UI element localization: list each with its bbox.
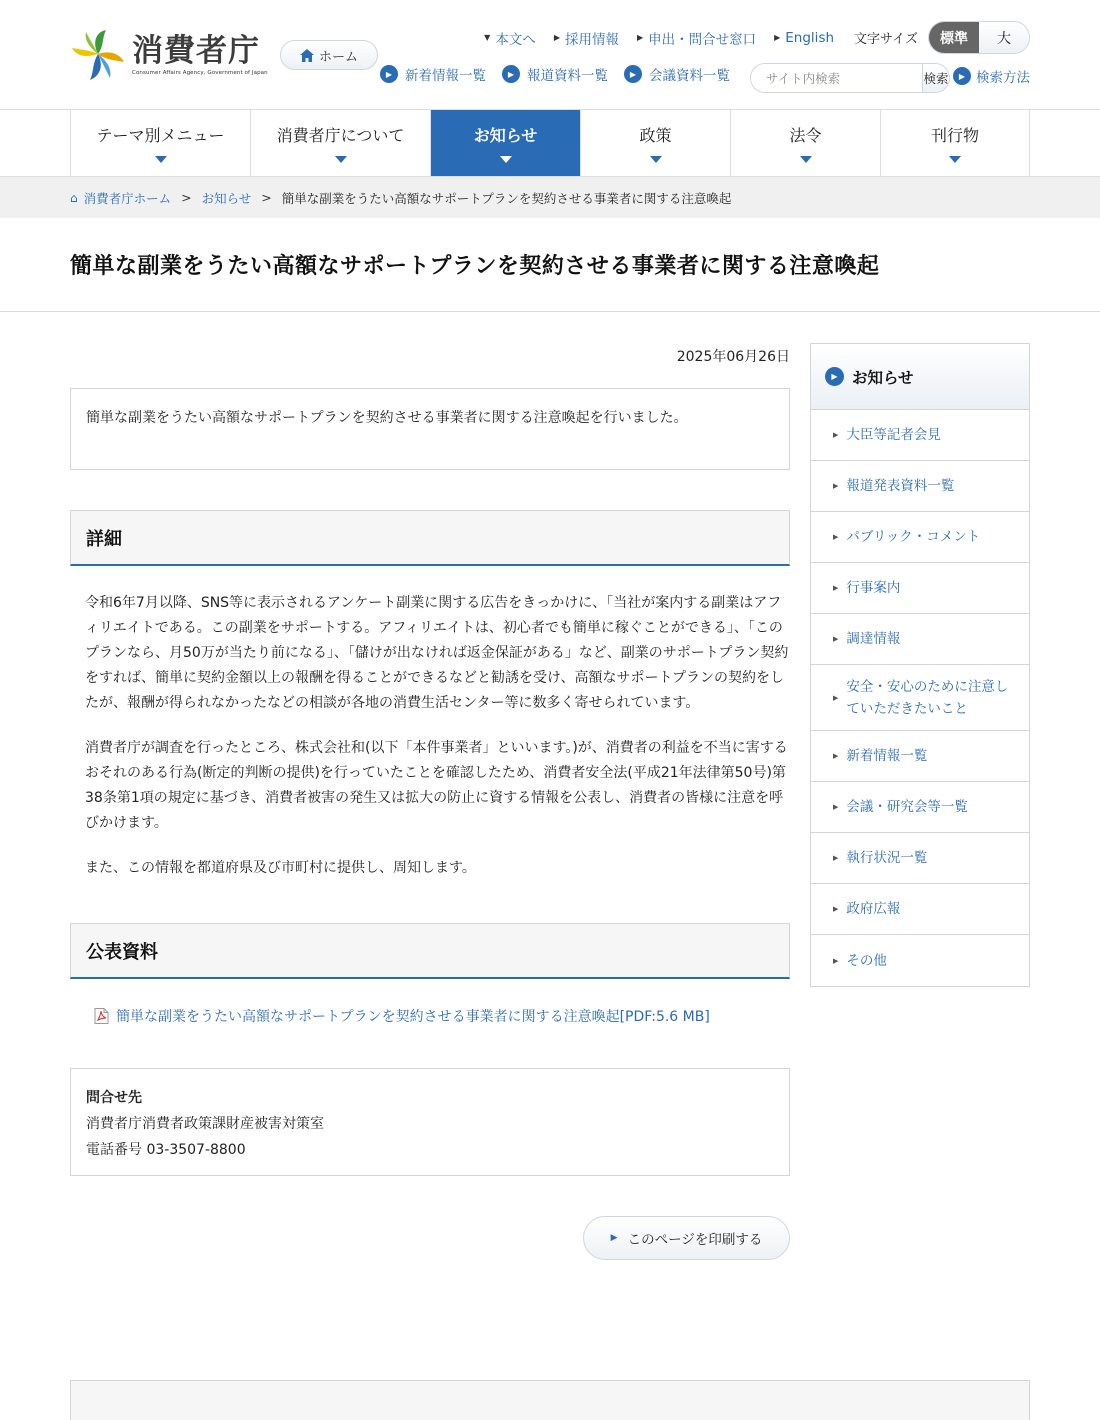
breadcrumb-separator: > [261, 190, 272, 205]
search-input[interactable] [751, 64, 922, 92]
triangle-right-icon: ▶ [774, 33, 781, 42]
arrow-circle-icon: ▶ [624, 65, 642, 83]
sidebar-heading: ▶ お知らせ [811, 344, 1029, 410]
home-button-label: ホーム [318, 49, 358, 65]
page-title: 簡単な副業をうたい高額なサポートプランを契約させる事業者に関する注意喚起 [70, 254, 880, 279]
site-logo[interactable] [70, 28, 268, 82]
sidebar-item-procurement[interactable]: ▶ 調達情報 [811, 614, 1029, 665]
arrow-circle-icon: ▶ [380, 65, 398, 83]
details-heading: 詳細 [70, 510, 790, 566]
triangle-right-icon: ▶ [833, 584, 839, 592]
logo-title: 消費者庁 [132, 33, 260, 69]
contact-heading: 問合せ先 [86, 1090, 142, 1106]
sidebar [810, 343, 1030, 987]
font-size-standard-button[interactable]: 標準 [929, 22, 979, 53]
search-button[interactable]: 検索 [922, 64, 949, 92]
utility-links [466, 21, 1030, 54]
details-paragraph-1: 令和6年7月以降、SNS等に表示されるアンケート副業に関する広告をきっかけに、「当社が案内する副業はアフィリエイトである。この副業をサポートする。アフィリエイトは、初心者でも簡単に稼ぐことができる」、「このプランなら、月50万が当たり前になる」、「儲けが出なければ返金保証がある」など、副業のサポートプラン契約をすれば、簡単に契約金額以上の報酬を得ることができるなどと勧誘を受け、高額なサポートプランの契約をしたが、報酬が得られなかったなどの相談が各地の消費生活センター等に数多く寄せられています。 [85, 595, 789, 711]
triangle-right-icon: ▶ [833, 956, 839, 965]
sidebar-item-enforcement[interactable]: ▶ 執行状況一覧 [811, 833, 1029, 884]
recruitment-link[interactable]: ▶ 採用情報 [553, 31, 619, 48]
contact-phone: 電話番号 03-3507-8800 [86, 1142, 246, 1158]
triangle-right-icon: ▶ [553, 33, 560, 42]
chevron-down-icon [155, 156, 167, 163]
triangle-right-icon: ▶ [833, 533, 839, 541]
triangle-right-icon: ▶ [833, 431, 839, 439]
nav-policy[interactable]: 政策 [581, 110, 731, 176]
font-size-toggle [928, 21, 1030, 54]
sidebar-item-events[interactable]: ▶ 行事案内 [811, 563, 1029, 614]
breadcrumb-home-link[interactable]: 消費者庁ホーム [83, 190, 172, 206]
home-icon: ⌂ [70, 190, 78, 205]
inquiry-link[interactable]: ▶ 申出・問合せ窓口 [636, 31, 757, 48]
logo-subtitle: Consumer Affairs Agency, Government of Japan [132, 70, 268, 76]
sidebar-item-whats-new[interactable]: ▶ 新着情報一覧 [811, 731, 1029, 782]
sidebar-item-press-conferences[interactable]: ▶ 大臣等記者会見 [811, 410, 1029, 461]
nav-about[interactable]: 消費者庁について [251, 110, 431, 176]
home-icon [300, 49, 314, 62]
sub-links [380, 64, 746, 84]
sidebar-item-press-releases[interactable]: ▶ 報道発表資料一覧 [811, 461, 1029, 512]
print-button[interactable] [583, 1216, 790, 1260]
global-nav [70, 110, 1030, 176]
pdf-download-link[interactable]: 簡単な副業をうたい高額なサポートプランを契約させる事業者に関する注意喚起[PDF:5.6 MB] [94, 1006, 710, 1026]
font-size-label: 文字サイズ [854, 32, 918, 47]
breadcrumb-separator: > [181, 190, 192, 205]
contact-box [70, 1068, 790, 1176]
nav-laws[interactable]: 法令 [731, 110, 881, 176]
nav-publications[interactable]: 刊行物 [881, 110, 1030, 176]
logo-mark-icon [70, 28, 126, 82]
details-paragraph-3: また、この情報を都道府県及び市町村に提供し、周知します。 [85, 860, 476, 876]
triangle-right-icon: ▶ [833, 905, 839, 913]
triangle-right-icon: ▶ [610, 1233, 618, 1243]
triangle-right-icon: ▶ [636, 33, 644, 42]
site-header [0, 0, 1100, 110]
meeting-materials-link[interactable]: ▶ 会議資料一覧 [624, 64, 730, 84]
triangle-right-icon: ▶ [833, 854, 839, 862]
nav-news[interactable]: お知らせ [431, 110, 581, 176]
chevron-down-icon [500, 156, 512, 163]
publish-date: 2025年06月26日 [676, 349, 790, 365]
triangle-right-icon: ▶ [833, 635, 839, 643]
press-releases-link[interactable]: ▶ 報道資料一覧 [502, 64, 608, 84]
breadcrumb-news-link[interactable]: お知らせ [201, 190, 252, 206]
details-paragraph-2: 消費者庁が調査を行ったところ、株式会社和(以下「本件事業者」といいます。)が、消費者の利益を不当に害するおそれのある行為(断定的判断の提供)を行っていたことを確認したため、消費者安全法(平成21年法律第50号)第38条第1項の規定に基づき、消費者被害の発生又は拡大の防止に資する情報を公表し、消費者の皆様に注意を呼びかけます。 [85, 740, 788, 831]
nav-theme-menu[interactable]: テーマ別メニュー [71, 110, 251, 176]
summary-box: 簡単な副業をうたい高額なサポートプランを契約させる事業者に関する注意喚起を行いました。 [70, 388, 790, 470]
font-size-large-button[interactable]: 大 [979, 22, 1029, 53]
arrow-circle-icon: ▶ [825, 367, 844, 386]
contact-organization: 消費者庁消費者政策課財産被害対策室 [86, 1116, 324, 1132]
sidebar-item-other[interactable]: ▶ その他 [811, 935, 1029, 986]
breadcrumb-current: 簡単な副業をうたい高額なサポートプランを契約させる事業者に関する注意喚起 [281, 190, 732, 206]
triangle-right-icon: ▶ [833, 482, 839, 490]
sidebar-item-meetings[interactable]: ▶ 会議・研究会等一覧 [811, 782, 1029, 833]
print-button-label: このページを印刷する [627, 1232, 763, 1248]
whats-new-link[interactable]: ▶ 新着情報一覧 [380, 64, 486, 84]
triangle-right-icon: ▶ [833, 693, 839, 702]
pdf-icon [94, 1008, 109, 1024]
triangle-right-icon: ▶ [833, 752, 839, 760]
sidebar-item-gov-pr[interactable]: ▶ 政府広報 [811, 884, 1029, 935]
page-title-area [0, 218, 1100, 312]
site-search [750, 63, 950, 93]
sidebar-item-public-comment[interactable]: ▶ パブリック・コメント [811, 512, 1029, 563]
arrow-circle-icon: ▶ [953, 67, 971, 85]
triangle-right-icon: ▶ [833, 803, 839, 811]
skip-to-content-link[interactable]: ▼ 本文へ [484, 31, 536, 48]
arrow-circle-icon: ▶ [502, 65, 520, 83]
chevron-down-icon [650, 156, 662, 163]
documents-heading: 公表資料 [70, 923, 790, 979]
triangle-down-icon: ▼ [484, 33, 491, 42]
footer-section-box [70, 1380, 1030, 1420]
search-method-link[interactable]: ▶ 検索方法 [953, 66, 1030, 86]
chevron-down-icon [800, 156, 812, 163]
sidebar-item-safety-notices[interactable]: ▶ 安全・安心のために注意していただきたいこと [811, 665, 1029, 731]
chevron-down-icon [335, 156, 347, 163]
chevron-down-icon [949, 156, 961, 163]
home-button[interactable] [280, 40, 378, 70]
english-link[interactable]: ▶ English [774, 29, 835, 46]
breadcrumb [0, 176, 1100, 218]
